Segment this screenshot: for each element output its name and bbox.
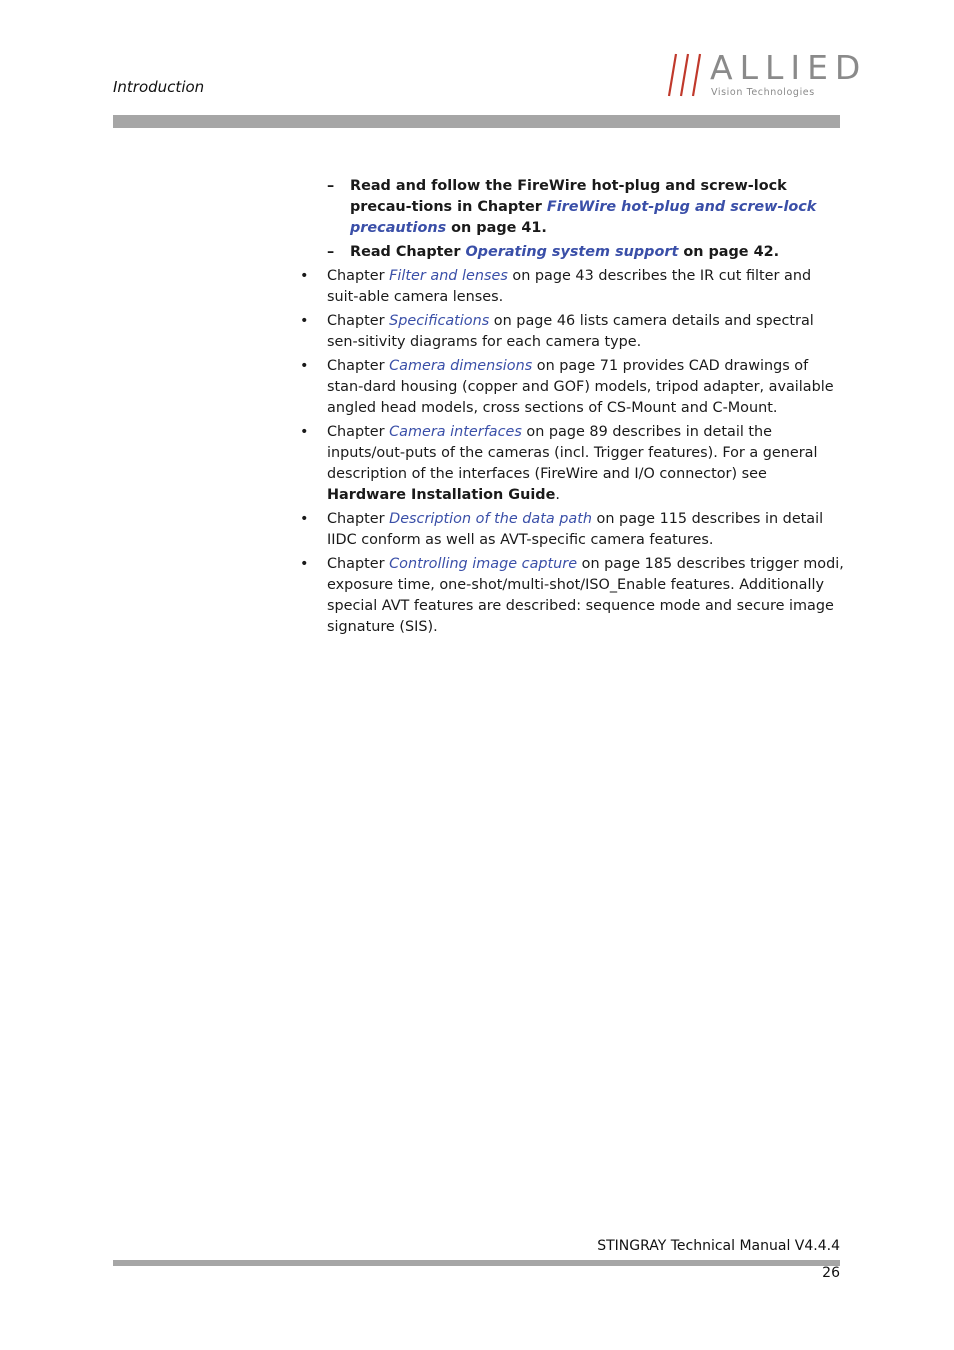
chapter-link[interactable]: Operating system support	[465, 244, 679, 260]
item-text: Chapter	[327, 556, 390, 572]
header-rule	[113, 115, 840, 128]
guide-reference: Hardware Installation Guide	[327, 487, 556, 503]
bullet-marker: •	[300, 313, 309, 329]
chapter-link[interactable]: Camera interfaces	[389, 424, 522, 440]
item-text: on page 43 describes the IR cut filter and suit-able camera lenses.	[327, 268, 812, 305]
item-text: on page 115 describes in detail IIDC conform as well as AVT-specific camera features.	[327, 511, 824, 548]
chapter-link[interactable]: Description of the data path	[389, 511, 592, 527]
list-item	[300, 554, 845, 638]
chapter-link[interactable]: Filter and lenses	[389, 268, 508, 284]
chapter-link[interactable]: Controlling image capture	[389, 556, 578, 572]
page-number: 26	[822, 1265, 840, 1281]
item-text: Chapter	[327, 313, 390, 329]
chapter-link[interactable]: FireWire hot-plug and screw-lock precautions	[350, 199, 817, 236]
list-item	[300, 266, 845, 308]
list-item	[300, 356, 845, 419]
section-title: Introduction	[113, 78, 205, 96]
item-text: Chapter	[327, 424, 390, 440]
list-item	[300, 311, 845, 353]
bullet-marker: •	[300, 268, 309, 284]
item-text: on page 46 lists camera details and spectral sen-sitivity diagrams for each camera type.	[327, 313, 814, 350]
allied-slashes-logo-icon	[666, 52, 710, 98]
bullet-marker: •	[300, 424, 309, 440]
item-text: Chapter	[327, 511, 390, 527]
item-text: Read Chapter	[350, 244, 466, 260]
chapter-list	[300, 176, 845, 641]
item-text: on page 71 provides CAD drawings of stan-dard housing (copper and GOF) models, tripod adapter, available angled head models, cross sections of CS-Mount and C-Mount.	[327, 358, 834, 416]
allied-logo	[666, 48, 868, 102]
list-item	[300, 176, 845, 239]
chapter-link[interactable]: Specifications	[389, 313, 490, 329]
list-item	[300, 422, 845, 506]
footer-rule	[113, 1260, 840, 1266]
chapter-link[interactable]: Camera dimensions	[389, 358, 533, 374]
bullet-marker: •	[300, 556, 309, 572]
bullet-marker: •	[300, 358, 309, 374]
manual-title: STINGRAY Technical Manual V4.4.4	[597, 1238, 840, 1254]
dash-marker: –	[327, 178, 335, 194]
dash-marker: –	[327, 244, 335, 260]
item-text: .	[555, 487, 560, 503]
item-text: on page 41.	[446, 220, 547, 236]
item-text: on page 42.	[678, 244, 780, 260]
logo-wordmark: ALLIED	[710, 48, 868, 87]
item-text: on page 185 describes trigger modi, exposure time, one-shot/multi-shot/ISO_Enable features. Additionally special AVT features are described: sequence mode and secure image signature (SIS).	[327, 556, 844, 635]
list-item	[300, 242, 845, 263]
logo-tagline: Vision Technologies	[711, 87, 815, 98]
item-text: on page 89 describes in detail the inputs/out-puts of the cameras (incl. Trigger features). For a general description of the interfaces (FireWire and I/O connector) see	[327, 424, 818, 482]
item-text: Chapter	[327, 358, 390, 374]
item-text: Read and follow the FireWire hot-plug and screw-lock precau-tions in Chapter	[350, 178, 787, 215]
bullet-marker: •	[300, 511, 309, 527]
list-item	[300, 509, 845, 551]
item-text: Chapter	[327, 268, 390, 284]
